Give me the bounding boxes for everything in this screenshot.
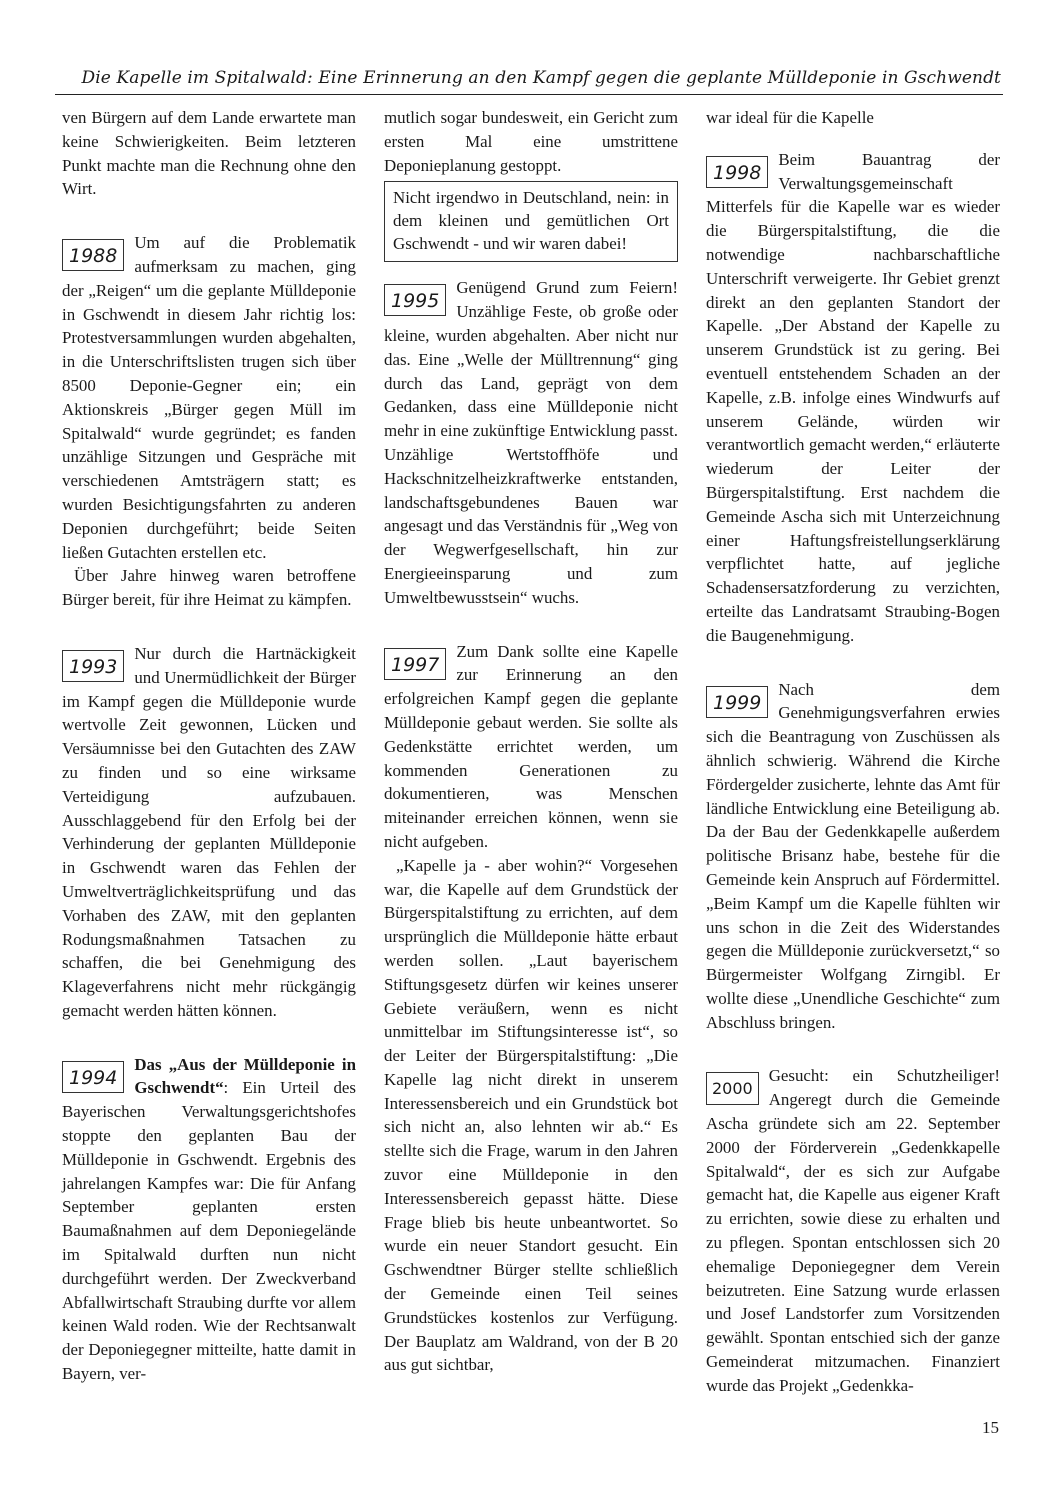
page-number: 15 <box>982 1418 999 1437</box>
year-entry-1994 <box>62 1053 356 1386</box>
header-title: Die Kapelle im Spitalwald: Eine Erinnerung an den Kampf gegen die geplante Mülldeponie in Gschwendt <box>81 68 1001 88</box>
paragraph: Zum Dank sollte eine Kapelle zur Erinnerung an den erfolgreichen Kampf gegen die geplante Mülldeponie gebaut werden. Sie sollte als Gedenkstätte errichtet werden, um kommenden Generationen zu dokumentieren, was Menschen miteinander erreichen können, wenn sie nicht aufgeben. <box>384 641 678 851</box>
paragraph: „Kapelle ja - aber wohin?“ Vorgesehen war, die Kapelle auf dem Grundstück der Bürgerspitalstiftung zu errichten, auf dem ursprünglich die Mülldeponie hätte erbaut werden sollen. „Laut bayerischem Stiftungsgesetz dürfen wir keines unserer Gebiete veräußern, wenn es nicht unmittelbar im Stiftungsinteresse ist“, so der Leiter der Bürgerspitalstiftung: „Die Kapelle lag nicht direkt in unserem Interessensbereich und ein Grundstück bot sich nicht an, also lehnten wir ab.“ Es stellte sich die Frage, warum in den Jahren zuvor eine Mülldeponie in den Interessensbereich gepasst hätte. Diese Frage blieb bis heute unbeantwortet. So wurde ein neuer Standort gesucht. Ein Gschwendtner Bürger stellte schließlich der Gemeinde einen Teil seines Grundstückes kostenlos zur Verfügung. Der Bauplatz am Waldrand, von der B 20 aus gut sichtbar, <box>384 855 678 1375</box>
text-column-3 <box>706 106 1000 1398</box>
year-marker: 2000 <box>706 1072 759 1105</box>
year-marker: 1999 <box>706 686 768 718</box>
paragraph: Um auf die Problematik aufmerksam zu machen, ging der „Reigen“ um die geplante Mülldeponie in Gschwendt in diesem Jahr richtig los: Protestversammlungen wurden abgehalten, in die Unterschriftslisten trugen sich über 8500 Deponie-Gegner ein; ein Aktionskreis „Bürger gegen Müll im Spitalwald“ wurde gegründet; es fanden unzählige Sitzungen und Gespräche mit verschiedenen Amtsträgern statt; es wurden Besichtigungsfahrten zu anderen Deponien durchgeführt; beide Seiten ließen Gutachten erstellen etc. <box>62 233 356 562</box>
year-marker: 1988 <box>62 239 124 271</box>
paragraph: Nur durch die Hartnäckigkeit und Unermüdlichkeit der Bürger im Kampf gegen die Mülldeponie wurde wertvolle Zeit gewonnen, Lücken und Versäumnisse bei den Gutachten des ZAW zu finden und so eine wirksame Verteidigung aufzubauen. Ausschlaggebend für den Erfolg bei der Verhinderung der geplanten Mülldeponie in Gschwendt waren das Fehlen der Umweltverträglichkeitsprüfung und das Vorhaben des ZAW, mit den geplanten Rodungsmaßnahmen Tatsachen zu schaffen, die bei Genehmigung des Klageverfahrens nicht mehr rückgängig gemacht werden hätten können. <box>62 643 356 1020</box>
year-marker: 1993 <box>62 650 124 682</box>
year-marker: 1995 <box>384 284 446 316</box>
year-marker: 1994 <box>62 1061 124 1093</box>
year-marker: 1997 <box>384 648 446 680</box>
year-entry-1993 <box>62 642 356 1023</box>
paragraph: Beim Bauantrag der Verwaltungsgemeinschaft Mitterfels für die Kapelle war es wieder die Bürgerspitalstiftung, die die notwendige nachbarschaftliche Unterschrift verweigerte. Ihr Gebiet grenzt direkt an den geplanten Standort der Kapelle. „Der Abstand der Kapelle zu unserem Grundstück ist zu gering. Bei eventuell entstehendem Schaden an der Kapelle, z.B. infolge eines Windwurfs auf unserem Gelände, würden wir verantwortlich gemacht werden,“ erläuterte wiederum der Leiter der Bürgerspitalstiftung. Erst nachdem die Gemeinde Ascha sich mit Unterzeichnung einer Haftungsfreistellungserklärung verpflichtet hatte, auf jegliche Schadensersatzforderung zu verzichten, erteilte das Landratsamt Straubing-Bogen die Baugenehmigung. <box>706 149 1000 645</box>
paragraph-text: : Ein Urteil des Bayerischen Verwaltungsgerichtshofes stoppte den geplanten Bau der Mülldeponie in Gschwendt. Ergebnis des jahrelangen Kampfes war: Die für Anfang September geplanten ersten Baumaßnahmen auf dem Deponiegelände im Spitalwald durften nun nicht durchgeführt werden. Der Zweckverband Abfallwirtschaft Straubing durfte vor allem keinen Wald roden. Wie der Rechtsanwalt der Deponiegegner mitteilte, hatte damit in Bayern, ver- <box>62 1078 356 1384</box>
year-marker: 1998 <box>706 156 768 188</box>
paragraph: war ideal für die Kapelle <box>706 108 874 127</box>
year-entry-1997 <box>384 640 678 1378</box>
paragraph: Gesucht: ein Schutzheiliger! Angeregt durch die Gemeinde Ascha gründete sich am 22. September 2000 der Förderverein „Gedenkkapelle Spitalwald“, der es sich zur Aufgabe gemacht hat, die Kapelle aus eigener Kraft zu errichten, sowie diese zu erhalten und zu pflegen. Spontan entschlossen sich 20 ehemalige Deponiegegner dem Verein beizutreten. Eine Satzung wurde erlassen und Josef Landstorfer zum Vorsitzenden gewählt. Spontan entschied sich der ganze Gemeinderat mitzumachen. Finanziert wurde das Projekt „Gedenkka- <box>706 1066 1000 1395</box>
bold-lead: Das „Aus der Mülldeponie in Gschwendt“ <box>134 1054 356 1098</box>
running-header <box>55 58 1003 95</box>
paragraph: ven Bürgern auf dem Lande erwartete man keine Schwierigkeiten. Beim letzteren Punkt machte man die Rechnung ohne den Wirt. <box>62 108 356 199</box>
text-column-2 <box>384 106 678 1377</box>
text-column-1 <box>62 106 356 1386</box>
year-entry-1988 <box>62 231 356 612</box>
paragraph <box>62 1053 356 1386</box>
paragraph: Nach dem Genehmigungsverfahren erwies sich die Beantragung von Zuschüssen als ähnlich schwierig. Während die Kirche Fördergelder zusicherte, lehnte das Amt für ländliche Entwicklung eine Beteiligung ab. Da der Bau der Gedenkkapelle außerdem politische Brisanz habe, bestehe für die Gemeinde kein Anspruch auf Fördermittel. „Beim Kampf um die Kapelle fühlten wir uns schon in die Zeit des Widerstandes gegen die Mülldeponie zurückversetzt,“ so Bürgermeister Wolfgang Zirngibl. Er wollte diese „Unendliche Geschichte“ zum Abschluss bringen. <box>706 679 1000 1032</box>
year-entry-1998 <box>706 148 1000 648</box>
paragraph: Genügend Grund zum Feiern! Unzählige Feste, ob große oder kleine, wurden abgehalten. Aber nicht nur das. Eine „Welle der Mülltrennung“ ging durch das Land, geprägt von dem Gedanken, dass eine Mülldeponie nicht mehr in eine zukünftige Entwicklung passt. Unzählige Wertstoffhöfe und Hackschnitzelheizkraftwerke entstanden, landschaftsgebundenes Bauen war angesagt und das Verständnis für „Weg von der Wegwerfgesellschaft, hin zur Energieeinsparung und zum Umweltbewusstsein“ wuchs. <box>384 278 678 607</box>
boxed-note: Nicht irgendwo in Deutschland, nein: in dem kleinen und gemütlichen Ort Gschwendt - und wir waren dabei! <box>384 181 678 262</box>
paragraph: Über Jahre hinweg waren betroffene Bürger bereit, für ihre Heimat zu kämpfen. <box>62 566 356 610</box>
paragraph: mutlich sogar bundesweit, ein Gericht zum ersten Mal eine umstrittene Deponieplanung gestoppt. <box>384 108 678 175</box>
year-entry-1995 <box>384 276 678 609</box>
year-entry-1999 <box>706 678 1000 1035</box>
year-entry-2000 <box>706 1064 1000 1397</box>
